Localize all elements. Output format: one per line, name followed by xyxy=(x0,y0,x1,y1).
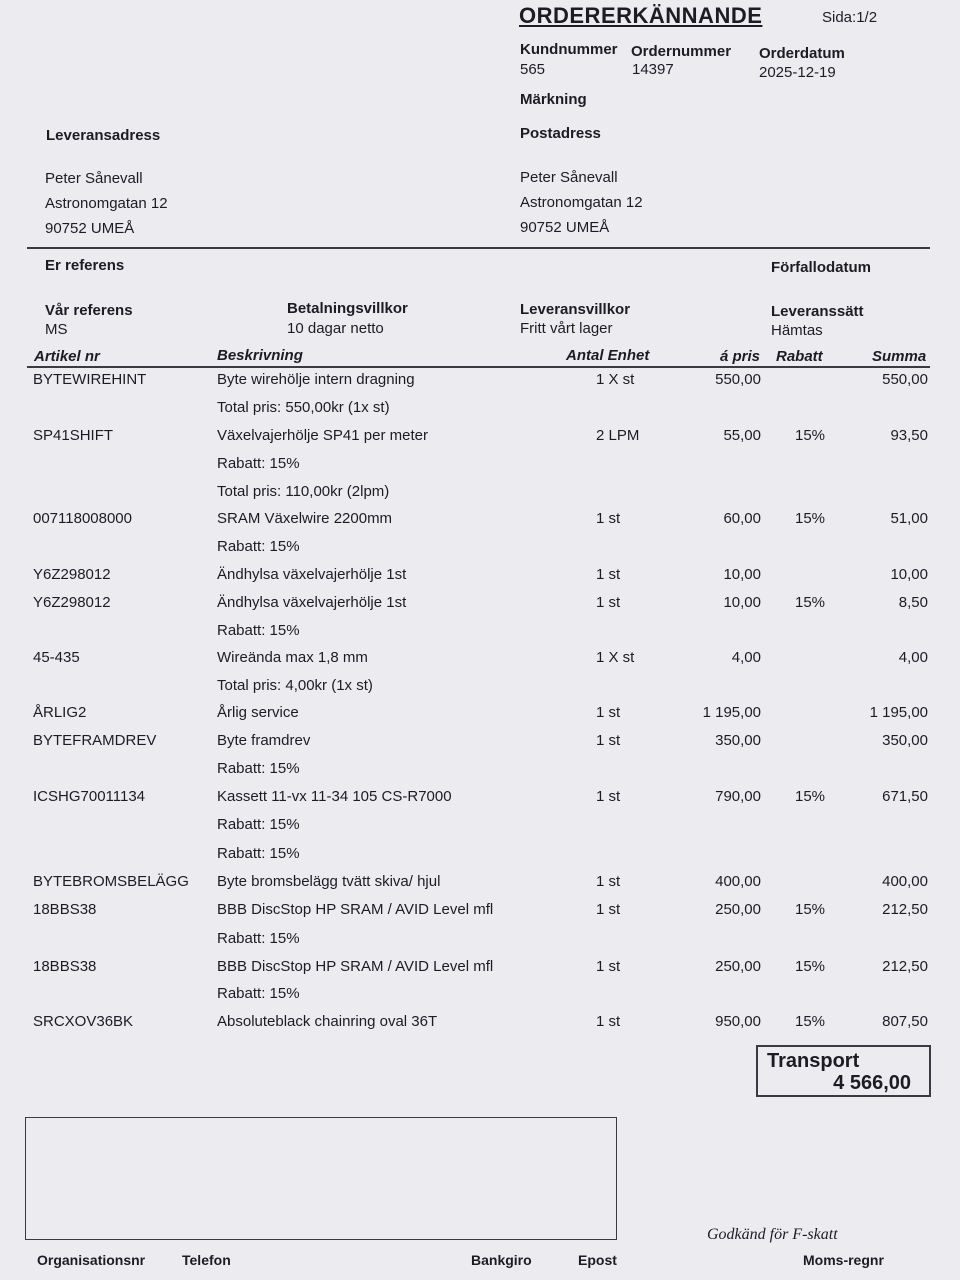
table-row xyxy=(0,622,960,646)
article-number: BYTEFRAMDREV xyxy=(33,732,157,749)
delivery-street: Astronomgatan 12 xyxy=(45,195,168,212)
line-sum: 1 195,00 xyxy=(869,704,928,721)
table-row xyxy=(0,649,960,673)
table-row xyxy=(0,1013,960,1037)
order-date: 2025-12-19 xyxy=(759,64,836,81)
document-title: ORDERERKÄNNANDE xyxy=(519,3,763,28)
table-row xyxy=(0,594,960,618)
article-number: SRCXOV36BK xyxy=(33,1013,134,1030)
unit-price: 950,00 xyxy=(715,1013,761,1030)
customer-number: 565 xyxy=(520,61,546,78)
table-row xyxy=(0,845,960,869)
quantity: 1 st xyxy=(596,958,621,975)
due-date-label: Förfallodatum xyxy=(771,259,871,276)
col-discount: Rabatt xyxy=(776,348,823,365)
table-row xyxy=(0,788,960,812)
description: Rabatt: 15% xyxy=(217,622,300,639)
table-row xyxy=(0,760,960,784)
discount: 15% xyxy=(795,427,826,444)
quantity: 1 X st xyxy=(596,371,635,388)
postal-name: Peter Sånevall xyxy=(520,169,618,186)
order-number: 14397 xyxy=(632,61,674,78)
article-number: 45-435 xyxy=(33,649,80,666)
unit-price: 350,00 xyxy=(715,732,761,749)
table-row xyxy=(0,455,960,479)
description: Växelvajerhölje SP41 per meter xyxy=(217,427,428,444)
description: Byte wirehölje intern dragning xyxy=(217,371,415,388)
article-number: SP41SHIFT xyxy=(33,427,114,444)
description: Rabatt: 15% xyxy=(217,538,300,555)
table-row xyxy=(0,566,960,590)
article-number: BYTEWIREHINT xyxy=(33,371,147,388)
table-row xyxy=(0,704,960,728)
table-row xyxy=(0,538,960,562)
table-row xyxy=(0,901,960,925)
marking-label: Märkning xyxy=(520,91,587,108)
line-sum: 671,50 xyxy=(882,788,928,805)
article-number: BYTEBROMSBELÄGG xyxy=(33,873,189,890)
footer-bankgiro-label: Bankgiro xyxy=(471,1252,532,1268)
payment-terms: 10 dagar netto xyxy=(287,320,384,337)
our-reference: MS xyxy=(45,321,68,338)
line-sum: 10,00 xyxy=(890,566,928,583)
line-sum: 51,00 xyxy=(890,510,928,527)
description: Total pris: 110,00kr (2lpm) xyxy=(217,483,390,500)
postal-address-label: Postadress xyxy=(520,125,601,142)
description: Ändhylsa växelvajerhölje 1st xyxy=(217,566,407,583)
col-article: Artikel nr xyxy=(34,348,100,365)
quantity: 1 st xyxy=(596,510,621,527)
description: Rabatt: 15% xyxy=(217,455,300,472)
article-number: ICSHG70011134 xyxy=(33,788,146,805)
quantity: 1 st xyxy=(596,788,621,805)
article-number: ÅRLIG2 xyxy=(33,704,87,721)
description: Total pris: 4,00kr (1x st) xyxy=(217,677,373,694)
unit-price: 60,00 xyxy=(723,510,761,527)
description: Rabatt: 15% xyxy=(217,845,300,862)
quantity: 1 st xyxy=(596,873,621,890)
page-indicator: Sida:1/2 xyxy=(822,9,878,26)
transport-box xyxy=(756,1045,931,1097)
table-row xyxy=(0,483,960,507)
col-description: Beskrivning xyxy=(217,347,303,364)
delivery-terms-label: Leveransvillkor xyxy=(520,301,631,318)
our-reference-label: Vår referens xyxy=(45,302,133,319)
delivery-terms: Fritt vårt lager xyxy=(520,320,613,337)
delivery-city: 90752 UMEÅ xyxy=(45,220,135,237)
order-number-label: Ordernummer xyxy=(631,43,732,60)
description: Absoluteblack chainring oval 36T xyxy=(217,1013,438,1030)
delivery-method: Hämtas xyxy=(771,322,823,339)
your-reference-label: Er referens xyxy=(45,257,125,274)
quantity: 1 st xyxy=(596,1013,621,1030)
table-row xyxy=(0,873,960,897)
line-sum: 212,50 xyxy=(882,901,928,918)
quantity: 1 st xyxy=(596,704,621,721)
footer-org-label: Organisationsnr xyxy=(37,1252,146,1268)
discount: 15% xyxy=(795,788,826,805)
customer-number-label: Kundnummer xyxy=(520,41,618,58)
unit-price: 55,00 xyxy=(723,427,761,444)
payment-terms-label: Betalningsvillkor xyxy=(287,300,408,317)
col-qty-unit: Antal Enhet xyxy=(566,347,650,364)
description: Rabatt: 15% xyxy=(217,985,300,1002)
description: Wireända max 1,8 mm xyxy=(217,649,368,666)
description: Rabatt: 15% xyxy=(217,760,300,777)
description: Kassett 11-vx 11-34 105 CS-R7000 xyxy=(217,788,452,805)
line-sum: 400,00 xyxy=(882,873,928,890)
postal-street: Astronomgatan 12 xyxy=(520,194,643,211)
delivery-address-label: Leveransadress xyxy=(46,127,161,144)
quantity: 1 st xyxy=(596,732,621,749)
article-number: Y6Z298012 xyxy=(33,594,111,611)
table-row xyxy=(0,399,960,423)
discount: 15% xyxy=(795,958,826,975)
description: SRAM Växelwire 2200mm xyxy=(217,510,393,527)
discount: 15% xyxy=(795,594,826,611)
description: Byte framdrev xyxy=(217,732,311,749)
delivery-method-label: Leveranssätt xyxy=(771,303,864,320)
article-number: 007118008000 xyxy=(33,510,132,527)
unit-price: 1 195,00 xyxy=(702,704,761,721)
table-row xyxy=(0,958,960,982)
order-date-label: Orderdatum xyxy=(759,45,845,62)
discount: 15% xyxy=(795,1013,826,1030)
description: Rabatt: 15% xyxy=(217,816,300,833)
unit-price: 250,00 xyxy=(715,958,761,975)
delivery-name: Peter Sånevall xyxy=(45,170,143,187)
description: Ändhylsa växelvajerhölje 1st xyxy=(217,594,407,611)
article-number: 18BBS38 xyxy=(33,901,97,918)
f-tax-note: Godkänd för F-skatt xyxy=(707,1226,838,1243)
quantity: 2 LPM xyxy=(596,427,640,444)
article-number: 18BBS38 xyxy=(33,958,97,975)
notes-box xyxy=(25,1117,617,1240)
discount: 15% xyxy=(795,901,826,918)
quantity: 1 st xyxy=(596,901,621,918)
quantity: 1 st xyxy=(596,594,621,611)
line-sum: 4,00 xyxy=(898,649,928,666)
table-row xyxy=(0,677,960,701)
col-sum: Summa xyxy=(872,348,927,365)
transport-label: Transport xyxy=(767,1050,860,1072)
line-sum: 212,50 xyxy=(882,958,928,975)
line-sum: 8,50 xyxy=(898,594,928,611)
article-number: Y6Z298012 xyxy=(33,566,111,583)
col-unit-price: á pris xyxy=(720,348,761,365)
table-header-divider xyxy=(27,366,930,368)
table-row xyxy=(0,930,960,954)
line-sum: 807,50 xyxy=(882,1013,928,1030)
postal-city: 90752 UMEÅ xyxy=(520,219,610,236)
table-row xyxy=(0,510,960,534)
footer-phone-label: Telefon xyxy=(182,1252,231,1268)
unit-price: 4,00 xyxy=(731,649,761,666)
transport-amount: 4 566,00 xyxy=(833,1072,911,1094)
description: Rabatt: 15% xyxy=(217,930,300,947)
table-row xyxy=(0,427,960,451)
quantity: 1 X st xyxy=(596,649,635,666)
line-sum: 350,00 xyxy=(882,732,928,749)
line-sum: 93,50 xyxy=(890,427,928,444)
description: Byte bromsbelägg tvätt skiva/ hjul xyxy=(217,873,441,890)
unit-price: 400,00 xyxy=(715,873,761,890)
unit-price: 790,00 xyxy=(715,788,761,805)
discount: 15% xyxy=(795,510,826,527)
table-row xyxy=(0,985,960,1009)
unit-price: 250,00 xyxy=(715,901,761,918)
description: Årlig service xyxy=(217,704,299,721)
quantity: 1 st xyxy=(596,566,621,583)
table-row xyxy=(0,371,960,395)
unit-price: 10,00 xyxy=(723,594,761,611)
description: BBB DiscStop HP SRAM / AVID Level mfl xyxy=(217,958,494,975)
footer-vat-label: Moms-regnr xyxy=(803,1252,884,1268)
table-row xyxy=(0,816,960,840)
table-row xyxy=(0,732,960,756)
line-sum: 550,00 xyxy=(882,371,928,388)
footer-email-label: Epost xyxy=(578,1252,617,1268)
unit-price: 550,00 xyxy=(715,371,761,388)
description: BBB DiscStop HP SRAM / AVID Level mfl xyxy=(217,901,494,918)
description: Total pris: 550,00kr (1x st) xyxy=(217,399,390,416)
unit-price: 10,00 xyxy=(723,566,761,583)
address-divider xyxy=(27,247,930,249)
